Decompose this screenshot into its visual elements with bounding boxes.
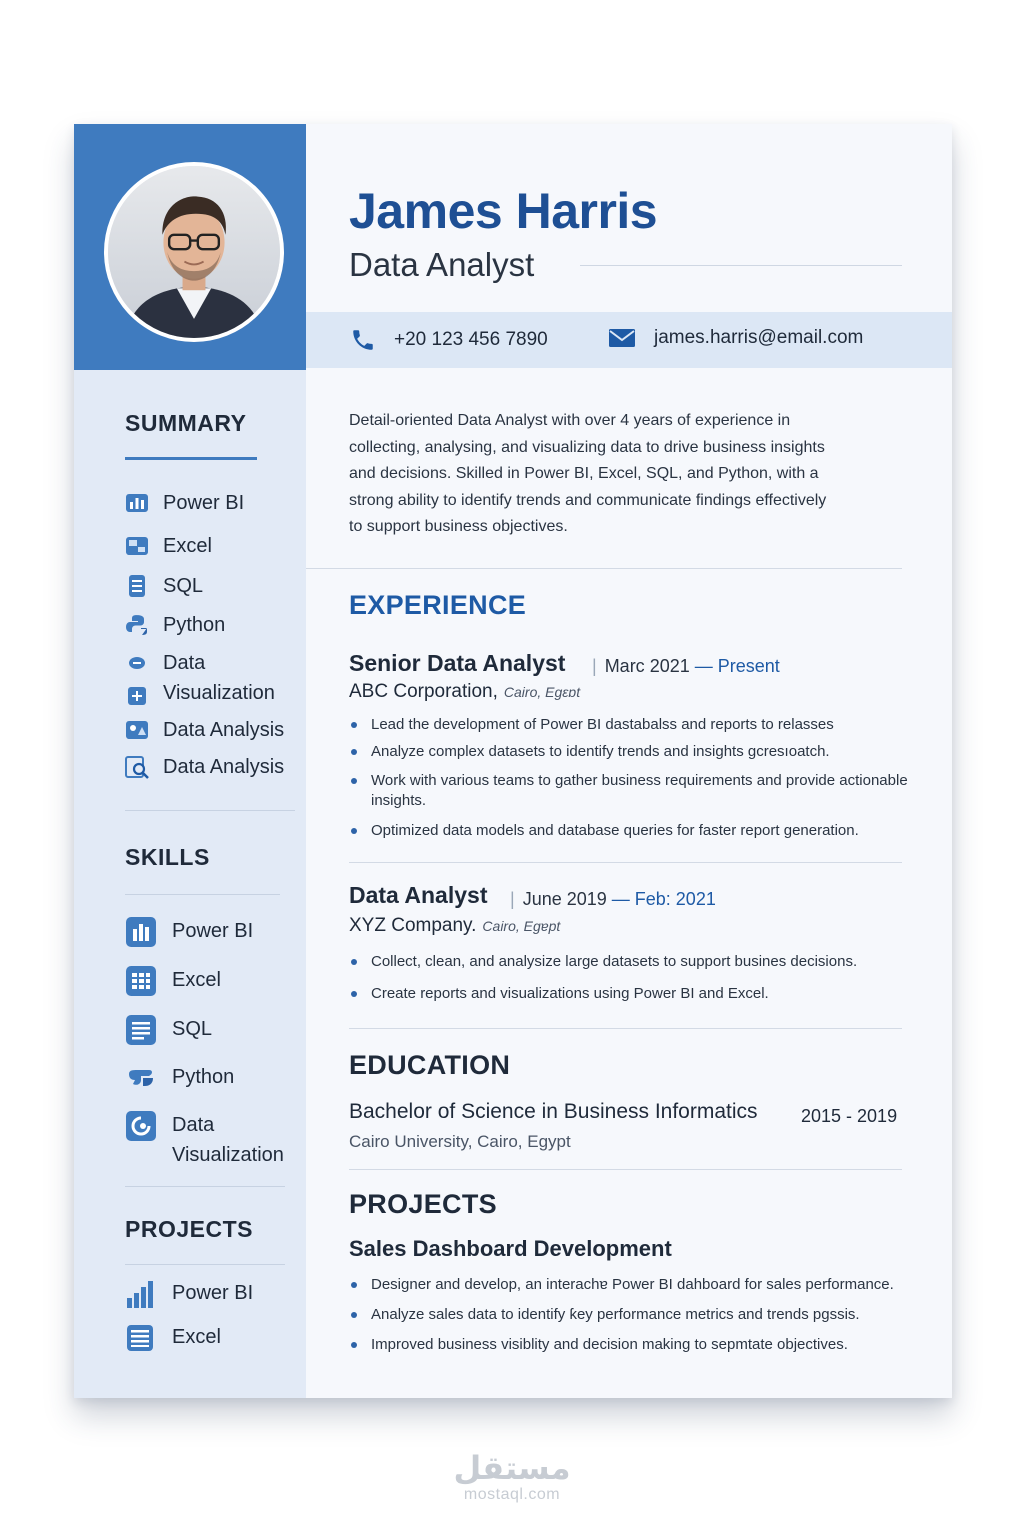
sidebar-summary-heading: SUMMARY [125,410,247,436]
summary-text: Detail-oriented Data Analyst with over 4 years of experience in collecting, analysing, and visualizing data to drive business insights and decisions. Skilled in Power BI, Excel, SQL, and Python, with a strong ability to identify trends and communicate findings effectively to support business objectives. [349,412,827,535]
analysis-icon [125,718,149,742]
list-item: Lead the development of Power BI dastabalss and reports to relasses [349,715,909,735]
education-heading: EDUCATION [349,1050,511,1080]
projects-item-excel: Excel [125,1322,221,1354]
skills-heading-underline [125,894,280,895]
education-divider [349,1169,902,1170]
education-school: Cairo University, Cairo, Egypt [349,1132,571,1151]
skills-item-power-bi: Power BI [125,916,253,948]
profile-photo [104,162,284,342]
list-item: Optimized data models and database queries for faster report generation. [349,821,909,841]
projects-heading-underline [125,1264,285,1265]
summary-divider [306,568,902,569]
list-item: Designer and develop, an interachɐ Power BI dahboard for sales performance. [349,1275,924,1295]
phone-text: +20 123 456 7890 [394,329,548,350]
projects-item-power-bi: Power BI [125,1278,253,1310]
experience-heading: EXPERIENCE [349,590,527,620]
mail-icon [608,327,636,349]
job-2-title: Data Analyst [349,882,488,908]
list-item: Improved business visiblity and decision making to sepmtate objectives. [349,1335,924,1355]
bar-chart-icon [125,916,157,948]
sidebar-divider [125,810,295,811]
job-1-bullets [349,715,909,841]
resume-sheet [74,124,952,1398]
job-1-title: Senior Data Analyst [349,650,566,676]
list-item: Analyze complex datasets to identify trends and insights gcresıoatch. [349,742,909,762]
title-divider [580,265,902,266]
job-2-dates: | June 2019 — Feb: 2021 [510,889,716,909]
refresh-circle-icon [125,1110,157,1142]
spreadsheet-icon [125,1322,157,1354]
list-item: Analyze sales data to identify ƙey performance metrics and trends pgssis. [349,1305,924,1325]
summary-item-sql: SQL [125,571,203,601]
magnifier-chart-icon [125,755,149,779]
summary-item-excel: Excel [125,531,212,561]
watermark-latin: mostaql.com [463,1486,561,1503]
sidebar-divider-2 [125,1186,285,1187]
skills-item-data-visualization: Data Visualization [125,1110,284,1170]
python-icon [125,1062,157,1094]
candidate-name: James Harris [349,183,658,239]
phone-icon [350,327,376,353]
summary-item-python: Python [125,610,225,640]
education-degree: Bachelor of Science in Business Informatics [349,1100,758,1123]
signal-bars-icon [125,1278,157,1310]
list-item: Collect, clean, and analysize large datasets to support busines decisions. [349,952,909,972]
database-icon [125,574,149,598]
list-item: Work with various teams to gather business requirements and provide actionable insights. [349,771,909,811]
summary-item-power-bi: Power BI [125,488,244,518]
skills-item-excel: Excel [125,965,221,997]
visualization-icon [125,651,149,707]
experience-end-divider [349,1028,902,1029]
project-title: Sales Dashboard Development [349,1236,672,1261]
sidebar-projects-heading: PROJECTS [125,1216,253,1242]
list-item: Create reports and visualizations using Power BI and Excel. [349,984,909,1004]
email-text: james.harris@email.com [654,327,864,348]
job-2-company: XYZ Company. Cairo, Egɐpt [349,915,561,936]
mostaql-watermark [450,1450,574,1504]
summary-item-data-analysis-2: Data Analysis [125,752,284,782]
summary-item-data-visualization: Data Visualization [125,648,275,708]
contact-email[interactable] [608,327,863,349]
spreadsheet-icon [125,534,149,558]
python-icon [125,613,149,637]
sidebar-skills-heading: SKILLS [125,844,210,870]
education-years: 2015 - 2019 [801,1106,898,1126]
job-2-bullets [349,952,909,1004]
spreadsheet-icon [125,965,157,997]
contact-phone[interactable] [350,327,548,353]
watermark-arabic: مستقل [453,1449,571,1487]
skills-item-sql: SQL [125,1014,212,1046]
job-title: Data Analyst [349,246,535,283]
job-1-company: ABC Corporation, Cairo, Egɛɒt [349,681,581,702]
bar-chart-icon [125,491,149,515]
job-1-dates: | Marc 2021 — Present [592,656,780,676]
project-bullets [349,1275,924,1355]
document-lines-icon [125,1014,157,1046]
summary-item-data-analysis: Data Analysis [125,715,284,745]
projects-heading: PROJECTS [349,1189,497,1219]
skills-item-python: Python [125,1062,234,1094]
experience-divider [349,862,902,863]
summary-heading-underline [125,457,257,460]
contact-bar [306,312,952,368]
